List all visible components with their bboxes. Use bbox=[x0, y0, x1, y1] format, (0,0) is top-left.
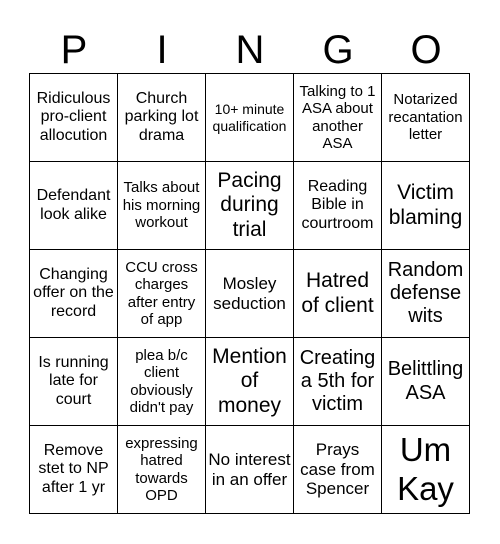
bingo-cell[interactable] bbox=[382, 162, 470, 250]
bingo-cell[interactable] bbox=[382, 74, 470, 162]
bingo-cell[interactable] bbox=[118, 74, 206, 162]
bingo-cell[interactable] bbox=[382, 250, 470, 338]
bingo-cell[interactable] bbox=[118, 338, 206, 426]
bingo-cell[interactable] bbox=[294, 250, 382, 338]
bingo-cell[interactable] bbox=[118, 162, 206, 250]
cell-text: Reading Bible in courtroom bbox=[301, 177, 374, 232]
cell-text: Notarized recantation letter bbox=[388, 91, 463, 144]
bingo-cell[interactable] bbox=[118, 426, 206, 514]
bingo-cell[interactable] bbox=[382, 338, 470, 426]
cell-text: Belittling ASA bbox=[387, 358, 464, 404]
cell-text: Hatred of client bbox=[301, 269, 374, 317]
cell-text: Victim blaming bbox=[388, 181, 463, 229]
bingo-cell[interactable] bbox=[118, 250, 206, 338]
bingo-board bbox=[29, 73, 470, 514]
bingo-cell[interactable] bbox=[206, 338, 294, 426]
cell-text: Mosley seduction bbox=[213, 273, 286, 313]
bingo-cell[interactable] bbox=[30, 250, 118, 338]
header-letter-n: N bbox=[235, 28, 265, 72]
bingo-cell[interactable] bbox=[30, 338, 118, 426]
cell-text: plea b/c client obviously didn't pay bbox=[129, 346, 194, 416]
bingo-header bbox=[30, 24, 470, 76]
bingo-cell[interactable] bbox=[382, 426, 470, 514]
bingo-cell[interactable] bbox=[30, 74, 118, 162]
cell-text: expressing hatred towards OPD bbox=[125, 434, 198, 504]
cell-text: Pacing during trial bbox=[217, 168, 282, 241]
cell-text: Changing offer on the record bbox=[33, 265, 114, 320]
bingo-cell[interactable] bbox=[30, 162, 118, 250]
bingo-cell[interactable] bbox=[294, 338, 382, 426]
cell-text: Church parking lot drama bbox=[124, 89, 199, 144]
cell-text: CCU cross charges after entry of app bbox=[125, 258, 198, 328]
bingo-cell[interactable] bbox=[294, 426, 382, 514]
header-letter-p: P bbox=[60, 28, 88, 72]
bingo-cell[interactable] bbox=[30, 426, 118, 514]
cell-text: Talks about his morning workout bbox=[122, 179, 201, 232]
bingo-cell[interactable] bbox=[206, 250, 294, 338]
cell-text: Mention of money bbox=[212, 344, 287, 417]
cell-text: 10+ minute qualification bbox=[212, 101, 287, 134]
bingo-cell[interactable] bbox=[294, 74, 382, 162]
bingo-cell[interactable] bbox=[206, 74, 294, 162]
cell-text: Um Kay bbox=[397, 431, 454, 507]
cell-text: Talking to 1 ASA about another ASA bbox=[299, 82, 376, 152]
cell-text: Is running late for court bbox=[38, 353, 109, 408]
cell-text: Random defense wits bbox=[387, 258, 464, 328]
header-letter-i: I bbox=[156, 28, 168, 72]
cell-text: Ridiculous pro-client allocution bbox=[36, 89, 111, 144]
cell-text: Prays case from Spencer bbox=[300, 439, 375, 499]
cell-text: Remove stet to NP after 1 yr bbox=[38, 441, 109, 496]
bingo-cell[interactable] bbox=[206, 162, 294, 250]
header-letter-g: G bbox=[322, 28, 354, 72]
cell-text: Creating a 5th for victim bbox=[299, 346, 376, 416]
cell-text: No interest in an offer bbox=[208, 449, 291, 489]
cell-text: Defendant look alike bbox=[36, 186, 111, 223]
bingo-cell[interactable] bbox=[206, 426, 294, 514]
header-letter-o: O bbox=[410, 28, 442, 72]
bingo-cell[interactable] bbox=[294, 162, 382, 250]
